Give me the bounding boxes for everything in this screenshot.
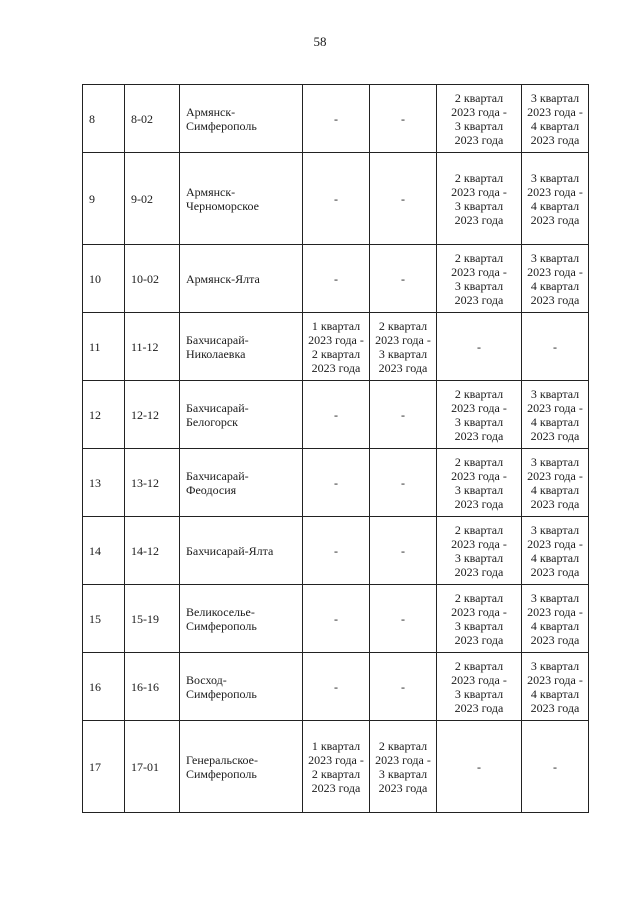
period-4-cell — [522, 449, 589, 517]
period-3-cell-text: 2 квартал 2023 года - 3 квартал 2023 года — [451, 522, 507, 579]
period-2-cell — [370, 245, 437, 313]
period-2-cell — [370, 517, 437, 585]
period-1-cell-text: - — [334, 611, 338, 626]
period-4-cell — [522, 313, 589, 381]
period-3-cell — [437, 721, 522, 813]
route-name-cell-text: Генеральское- Симферополь — [186, 752, 259, 781]
row-number-cell — [83, 653, 125, 721]
row-number-cell-text: 8 — [89, 111, 95, 126]
row-number-cell — [83, 449, 125, 517]
period-2-cell — [370, 381, 437, 449]
period-3-cell-text: 2 квартал 2023 года - 3 квартал 2023 года — [451, 250, 507, 307]
period-2-cell-text: - — [401, 679, 405, 694]
period-1-cell — [303, 153, 370, 245]
period-4-cell-text: 3 квартал 2023 года - 4 квартал 2023 года — [527, 590, 583, 647]
period-1-cell-text: 1 квартал 2023 года - 2 квартал 2023 года — [308, 318, 364, 375]
row-number-cell — [83, 245, 125, 313]
period-1-cell-text: 1 квартал 2023 года - 2 квартал 2023 года — [308, 738, 364, 795]
period-1-cell-text: - — [334, 543, 338, 558]
route-schedule-table — [82, 84, 589, 813]
period-3-cell — [437, 653, 522, 721]
period-3-cell-text: - — [477, 759, 481, 774]
table-row — [83, 449, 589, 517]
row-number-cell-text: 15 — [89, 611, 101, 626]
period-3-cell — [437, 153, 522, 245]
route-name-cell — [180, 721, 303, 813]
period-1-cell — [303, 585, 370, 653]
period-2-cell — [370, 653, 437, 721]
route-name-cell-text: Бахчисарай- Николаевка — [186, 332, 249, 361]
period-4-cell-text: - — [553, 339, 557, 354]
route-code-cell — [125, 85, 180, 153]
route-code-cell-text: 11-12 — [131, 339, 159, 354]
table-row — [83, 721, 589, 813]
route-code-cell — [125, 245, 180, 313]
period-4-cell — [522, 245, 589, 313]
period-4-cell — [522, 153, 589, 245]
table-row — [83, 153, 589, 245]
route-code-cell — [125, 381, 180, 449]
period-2-cell-text: - — [401, 111, 405, 126]
route-name-cell — [180, 381, 303, 449]
period-1-cell-text: - — [334, 407, 338, 422]
route-name-cell — [180, 653, 303, 721]
period-3-cell — [437, 585, 522, 653]
row-number-cell-text: 13 — [89, 475, 101, 490]
period-4-cell-text: 3 квартал 2023 года - 4 квартал 2023 года — [527, 386, 583, 443]
route-name-cell — [180, 585, 303, 653]
table-row — [83, 381, 589, 449]
period-4-cell-text: 3 квартал 2023 года - 4 квартал 2023 года — [527, 522, 583, 579]
period-4-cell — [522, 381, 589, 449]
route-name-cell-text: Армянск- Черноморское — [186, 184, 259, 213]
period-1-cell-text: - — [334, 679, 338, 694]
period-4-cell — [522, 585, 589, 653]
route-name-cell — [180, 313, 303, 381]
period-2-cell — [370, 449, 437, 517]
period-1-cell-text: - — [334, 475, 338, 490]
period-2-cell-text: 2 квартал 2023 года - 3 квартал 2023 года — [375, 738, 431, 795]
period-4-cell-text: 3 квартал 2023 года - 4 квартал 2023 года — [527, 170, 583, 227]
row-number-cell-text: 12 — [89, 407, 101, 422]
period-3-cell-text: 2 квартал 2023 года - 3 квартал 2023 года — [451, 658, 507, 715]
period-1-cell-text: - — [334, 271, 338, 286]
period-3-cell — [437, 449, 522, 517]
period-4-cell-text: 3 квартал 2023 года - 4 квартал 2023 года — [527, 454, 583, 511]
row-number-cell-text: 10 — [89, 271, 101, 286]
route-name-cell-text: Бахчисарай- Феодосия — [186, 468, 249, 497]
period-1-cell — [303, 85, 370, 153]
period-1-cell — [303, 721, 370, 813]
period-2-cell-text: - — [401, 407, 405, 422]
period-3-cell-text: 2 квартал 2023 года - 3 квартал 2023 года — [451, 454, 507, 511]
route-code-cell — [125, 313, 180, 381]
route-code-cell — [125, 585, 180, 653]
row-number-cell-text: 17 — [89, 759, 101, 774]
table-row — [83, 653, 589, 721]
route-code-cell-text: 9-02 — [131, 191, 153, 206]
row-number-cell — [83, 381, 125, 449]
row-number-cell — [83, 85, 125, 153]
route-name-cell-text: Восход- Симферополь — [186, 672, 257, 701]
period-2-cell-text: - — [401, 543, 405, 558]
row-number-cell — [83, 517, 125, 585]
period-2-cell — [370, 313, 437, 381]
period-2-cell-text: - — [401, 271, 405, 286]
period-1-cell — [303, 653, 370, 721]
table-row — [83, 517, 589, 585]
table-row — [83, 245, 589, 313]
period-3-cell — [437, 245, 522, 313]
period-1-cell — [303, 313, 370, 381]
period-2-cell — [370, 153, 437, 245]
period-3-cell-text: 2 квартал 2023 года - 3 квартал 2023 года — [451, 590, 507, 647]
route-code-cell-text: 15-19 — [131, 611, 159, 626]
period-4-cell-text: - — [553, 759, 557, 774]
period-4-cell — [522, 517, 589, 585]
period-3-cell-text: 2 квартал 2023 года - 3 квартал 2023 года — [451, 386, 507, 443]
route-code-cell-text: 12-12 — [131, 407, 159, 422]
route-name-cell-text: Великоселье- Симферополь — [186, 604, 257, 633]
period-1-cell — [303, 381, 370, 449]
route-code-cell-text: 10-02 — [131, 271, 159, 286]
period-4-cell — [522, 85, 589, 153]
row-number-cell — [83, 153, 125, 245]
period-3-cell — [437, 85, 522, 153]
period-3-cell — [437, 313, 522, 381]
row-number-cell-text: 14 — [89, 543, 101, 558]
period-2-cell-text: 2 квартал 2023 года - 3 квартал 2023 года — [375, 318, 431, 375]
page-number: 58 — [313, 34, 327, 49]
table-body — [83, 85, 589, 813]
route-code-cell — [125, 721, 180, 813]
route-name-cell — [180, 517, 303, 585]
route-name-cell — [180, 449, 303, 517]
period-2-cell-text: - — [401, 611, 405, 626]
period-4-cell-text: 3 квартал 2023 года - 4 квартал 2023 года — [527, 658, 583, 715]
route-name-cell — [180, 85, 303, 153]
row-number-cell — [83, 313, 125, 381]
row-number-cell-text: 16 — [89, 679, 101, 694]
period-4-cell — [522, 721, 589, 813]
route-code-cell — [125, 653, 180, 721]
period-4-cell-text: 3 квартал 2023 года - 4 квартал 2023 года — [527, 250, 583, 307]
route-code-cell — [125, 153, 180, 245]
row-number-cell — [83, 721, 125, 813]
period-1-cell — [303, 245, 370, 313]
period-1-cell — [303, 517, 370, 585]
route-name-cell-text: Армянск- Симферополь — [186, 104, 257, 133]
period-2-cell — [370, 721, 437, 813]
route-code-cell-text: 17-01 — [131, 759, 159, 774]
table-row — [83, 585, 589, 653]
route-name-cell-text: Бахчисарай-Ялта — [186, 543, 274, 558]
row-number-cell-text: 9 — [89, 191, 95, 206]
period-1-cell-text: - — [334, 111, 338, 126]
period-3-cell-text: 2 квартал 2023 года - 3 квартал 2023 года — [451, 170, 507, 227]
route-name-cell-text: Армянск-Ялта — [186, 271, 260, 286]
period-4-cell — [522, 653, 589, 721]
period-3-cell-text: 2 квартал 2023 года - 3 квартал 2023 года — [451, 90, 507, 147]
period-3-cell-text: - — [477, 339, 481, 354]
table-row — [83, 313, 589, 381]
period-2-cell — [370, 85, 437, 153]
period-2-cell — [370, 585, 437, 653]
period-1-cell — [303, 449, 370, 517]
route-code-cell-text: 14-12 — [131, 543, 159, 558]
table-row — [83, 85, 589, 153]
route-name-cell-text: Бахчисарай- Белогорск — [186, 400, 249, 429]
route-code-cell-text: 8-02 — [131, 111, 153, 126]
period-2-cell-text: - — [401, 191, 405, 206]
period-3-cell — [437, 517, 522, 585]
row-number-cell — [83, 585, 125, 653]
period-1-cell-text: - — [334, 191, 338, 206]
row-number-cell-text: 11 — [89, 339, 101, 354]
route-code-cell-text: 13-12 — [131, 475, 159, 490]
route-name-cell — [180, 245, 303, 313]
route-code-cell — [125, 449, 180, 517]
period-4-cell-text: 3 квартал 2023 года - 4 квартал 2023 года — [527, 90, 583, 147]
route-code-cell-text: 16-16 — [131, 679, 159, 694]
period-3-cell — [437, 381, 522, 449]
period-2-cell-text: - — [401, 475, 405, 490]
route-code-cell — [125, 517, 180, 585]
route-name-cell — [180, 153, 303, 245]
